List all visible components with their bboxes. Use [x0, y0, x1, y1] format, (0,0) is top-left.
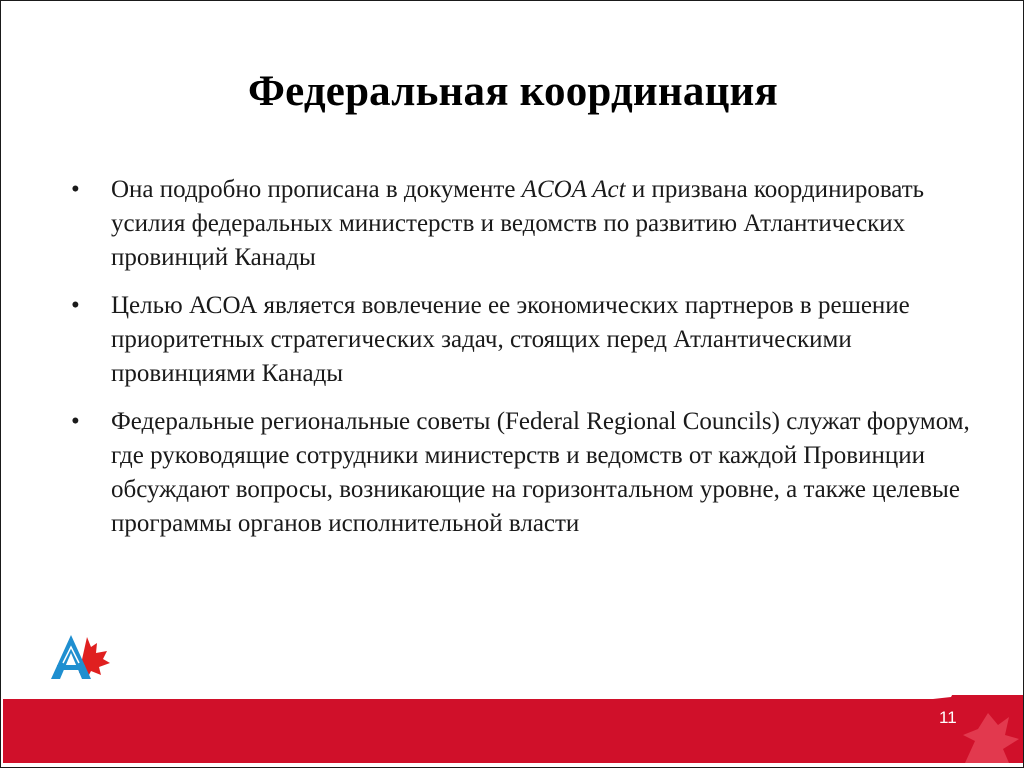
maple-leaf-band — [3, 695, 1023, 763]
bullet-text-before: Она подробно прописана в документе — [111, 176, 522, 203]
list-item — [67, 289, 987, 391]
bullet-emphasis: ACOA Act — [521, 176, 626, 203]
list-item — [67, 173, 987, 275]
bullet-icon: • — [71, 292, 80, 319]
bullet-list — [67, 173, 987, 555]
logo-blue-bar — [57, 665, 85, 670]
page-number: 11 — [939, 708, 957, 727]
band-shape — [3, 695, 1023, 763]
slide-title: Федеральная координация — [247, 68, 778, 115]
bullet-text-after: и призвана координировать усилия федеральных министерств и ведомств по развитию Атлантических провинций Канады — [111, 176, 925, 271]
bullet-icon: • — [71, 408, 80, 435]
acoa-logo-icon — [49, 633, 111, 681]
list-item — [67, 405, 987, 541]
bullet-text: Целью АСОА является вовлечение ее экономических партнеров в решение приоритетных стратегических задач, стоящих перед Атлантическими провинциями Канады — [111, 292, 910, 387]
bullet-icon: • — [71, 176, 80, 203]
bullet-text: Федеральные региональные советы (Federal Regional Councils) служат форумом, где руководящие сотрудники министерств и ведомств от каждой Провинции обсуждают вопросы, возникающие на горизонтальном уровне, а также целевые программы органов исполнительной власти — [111, 408, 970, 537]
